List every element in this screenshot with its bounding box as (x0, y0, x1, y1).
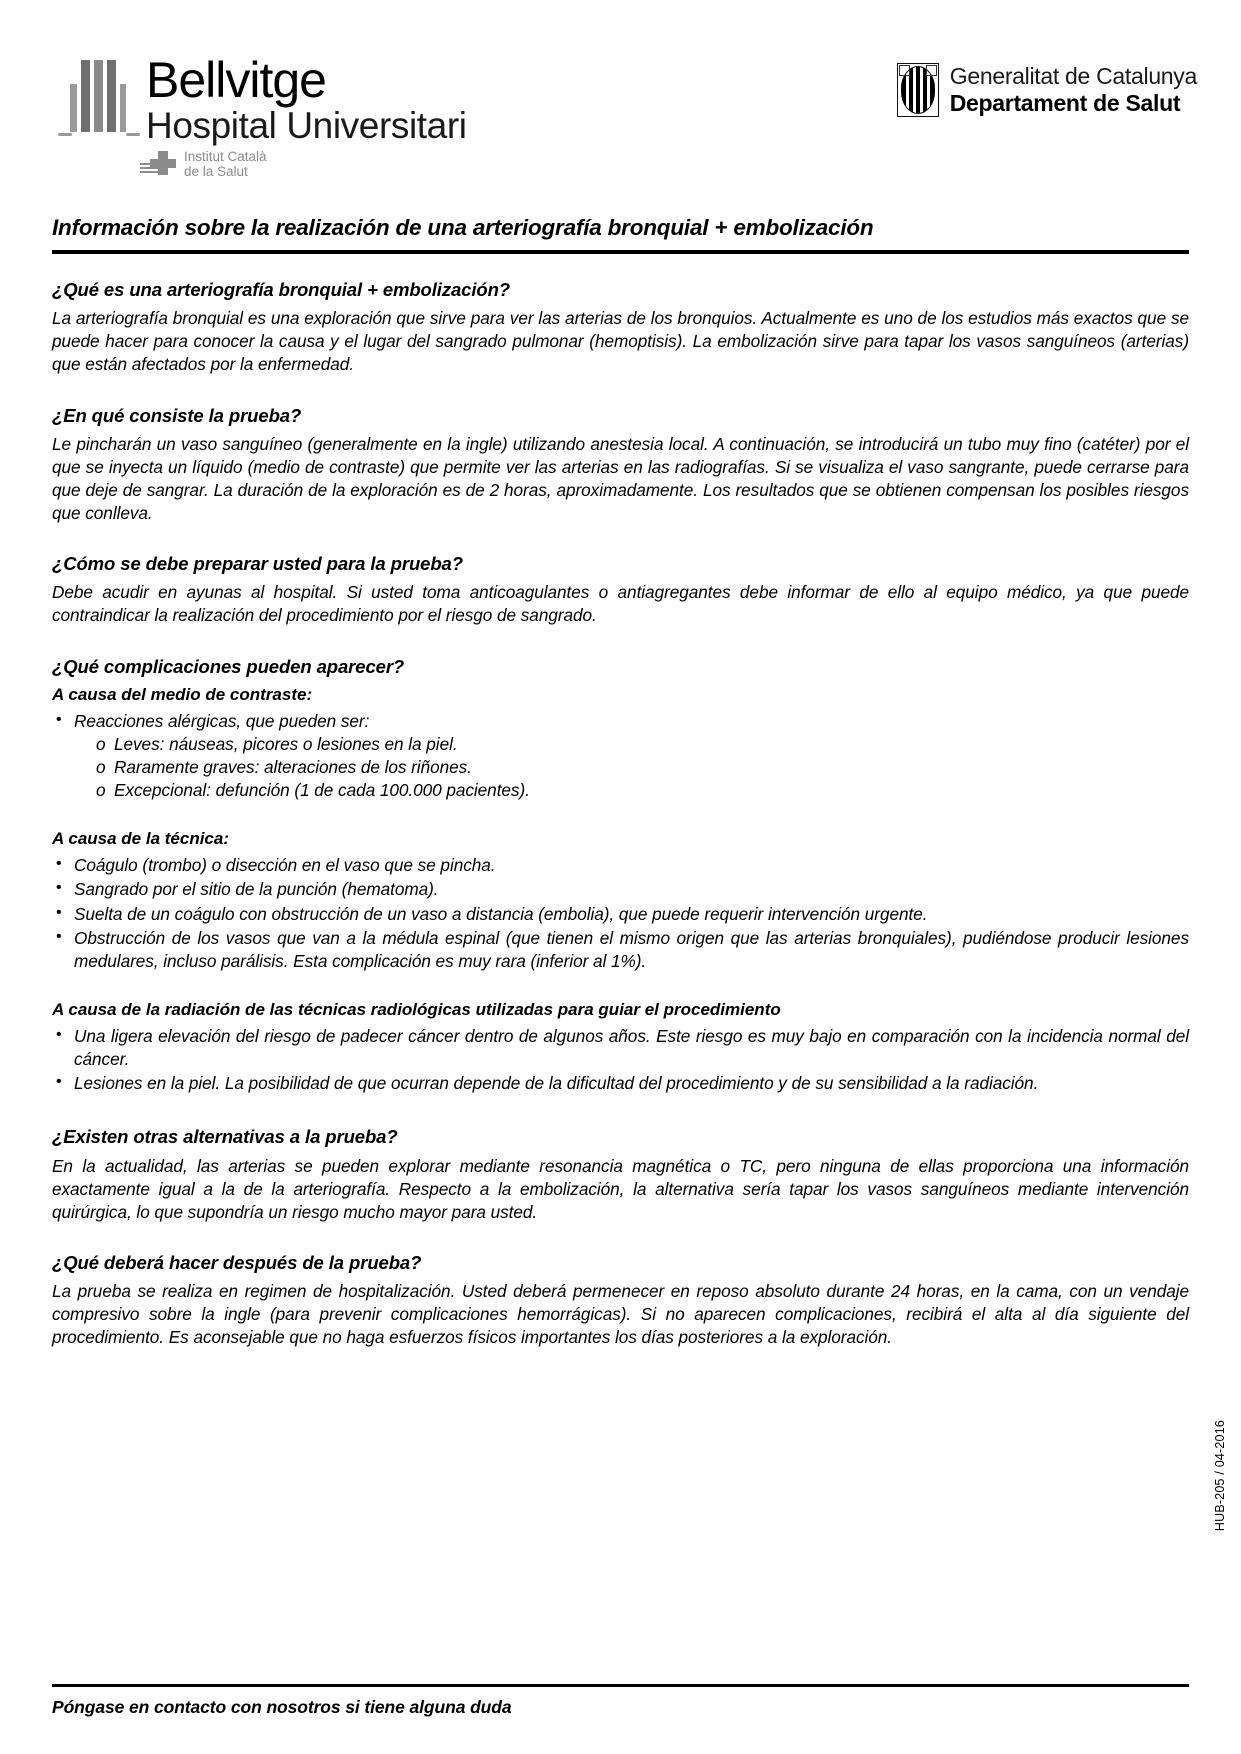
ics-wordmark (184, 149, 267, 179)
list-item: • Suelta de un coágulo con obstrucción de un vaso a distancia (embolia), que puede requerir intervención urgente. (52, 903, 1189, 926)
section-despues-prueba (52, 1251, 1189, 1350)
section-heading: ¿Qué complicaciones pueden aparecer? (52, 655, 405, 677)
section-heading: ¿En qué consiste la prueba? (52, 404, 302, 426)
bellvitge-building-icon (56, 56, 136, 144)
document-content (52, 214, 1189, 1376)
section-alternativas (52, 1125, 1189, 1224)
list-item: • Sangrado por el sitio de la punción (hematoma). (52, 878, 1189, 901)
page-title: Información sobre la realización de una arteriografía bronquial + embolización (52, 215, 874, 240)
section-body: Le pincharán un vaso sanguíneo (generalmente en la ingle) utilizando anestesia local. A continuación, se introducirá un tubo muy fino (catéter) por el que se inyecta un líquido (medio de contraste) que permite ver las arterias en las radiografías. Si se visualiza el vaso sangrante, puede cerrarse para que deje de sangrar. La duración de la exploración es de 2 horas, aproximadamente. Los resultados que se obtienen compensan los posibles riesgos que conlleva. (52, 433, 1189, 523)
section-heading: ¿Qué deberá hacer después de la prueba? (52, 1251, 422, 1273)
bellvitge-hospital-logo (56, 52, 467, 146)
list-item: • Una ligera elevación del riesgo de padecer cáncer dentro de algunos años. Este riesgo es muy bajo en comparación con la incidencia normal del cáncer. (52, 1025, 1189, 1071)
section-body: Debe acudir en ayunas al hospital. Si usted toma anticoagulantes o antiagregantes debe informar de ello al equipo médico, ya que puede contraindicar la realización del procedimiento por el riesgo de sangrado. (52, 582, 1189, 626)
complication-list-radiacion (52, 1025, 1189, 1095)
title-divider (52, 250, 1189, 254)
subsection-heading-radiacion: A causa de la radiación de las técnicas radiológicas utilizadas para guiar el procedimiento (52, 999, 781, 1019)
bellvitge-wordmark (146, 52, 467, 146)
hospital-name-primary: Bellvitge (146, 52, 326, 108)
document-header (0, 45, 1241, 195)
section-body: La arteriografía bronquial es una exploración que sirve para ver las arterias de los bronquios. Actualmente es uno de los estudios más exactos que se puede hacer para conocer la causa y el lugar del sangrado pulmonar (hemoptisis). La embolización sirve para tapar los vasos sanguíneos (arterias) que están afectados por la enfermedad. (52, 308, 1189, 375)
section-heading: ¿Cómo se debe preparar usted para la prueba? (52, 553, 463, 575)
subsection-heading-tecnica: A causa de la técnica: (52, 829, 230, 849)
generalitat-line-1: Generalitat de Catalunya (949, 62, 1197, 89)
generalitat-wordmark (950, 64, 1197, 117)
ics-line-2: de la Salut (184, 164, 248, 180)
medical-cross-icon (140, 150, 176, 178)
list-item: • Lesiones en la piel. La posibilidad de que ocurran depende de la dificultad del procedimiento y de su sensibilidad a la radiación. (52, 1072, 1189, 1095)
list-item: • Obstrucción de los vasos que van a la médula espinal (que tienen el mismo origen que las arterias bronquiales), pudiéndose producir lesiones medulares, incluso parálisis. Esta complicación es muy rara (inferior al 1%). (52, 927, 1189, 973)
sub-list-item: o Excepcional: defunción (1 de cada 100.000 pacientes). (74, 779, 1189, 802)
complication-list-tecnica (52, 854, 1189, 973)
ics-line-1: Institut Català (184, 149, 267, 164)
section-que-es (52, 278, 1189, 377)
list-item: • Coágulo (trombo) o disección en el vaso que se pincha. (52, 854, 1189, 877)
subsection-heading-contraste: A causa del medio de contraste: (52, 684, 313, 704)
sub-list-item: o Leves: náuseas, picores o lesiones en la piel. (74, 733, 1189, 756)
footer-divider (52, 1684, 1189, 1687)
hospital-name-secondary: Hospital Universitari (146, 105, 467, 146)
institut-catala-salut-logo (140, 149, 267, 179)
section-como-preparar (52, 552, 1189, 627)
document-footer (52, 1684, 1189, 1718)
section-heading: ¿Existen otras alternativas a la prueba? (52, 1126, 398, 1148)
list-item-text: Reacciones alérgicas, que pueden ser: (74, 710, 370, 731)
section-heading: ¿Qué es una arteriografía bronquial + embolización? (52, 279, 511, 300)
document-reference-code: HUB-205 / 04-2016 (1213, 1420, 1227, 1532)
catalonia-senyera-shield-icon (897, 63, 939, 117)
section-en-que-consiste (52, 404, 1189, 526)
complication-sublist (74, 733, 1189, 802)
section-body: La prueba se realiza en regimen de hospitalización. Usted deberá permenecer en reposo absoluto durante 24 horas, en la cama, con un vendaje compresivo sobre la ingle (para prevenir complicaciones hemorrágicas). Si no aparecen complicaciones, recibirá el alta al día siguiente del procedimiento. Es aconsejable que no haga esfuerzos físicos importantes los días posteriores a la exploración. (52, 1281, 1189, 1348)
section-body: En la actualidad, las arterias se pueden explorar mediante resonancia magnética o TC, pero ninguna de ellas proporciona una información exactamente igual a la de la arteriografía. Respecto a la embolización, la alternativa sería tapar los vasos sanguíneos mediante intervención quirúrgica, lo que supondría un riesgo mucho mayor para usted. (52, 1155, 1189, 1222)
generalitat-line-2: Departament de Salut (949, 89, 1181, 116)
footer-contact-note: Póngase en contacto con nosotros si tiene alguna duda (52, 1697, 512, 1717)
sub-list-item: o Raramente graves: alteraciones de los riñones. (74, 756, 1189, 779)
section-complicaciones (52, 655, 1189, 1096)
complication-list-contraste (52, 710, 1189, 803)
list-item (52, 710, 1189, 803)
generalitat-catalunya-logo (897, 63, 1197, 117)
